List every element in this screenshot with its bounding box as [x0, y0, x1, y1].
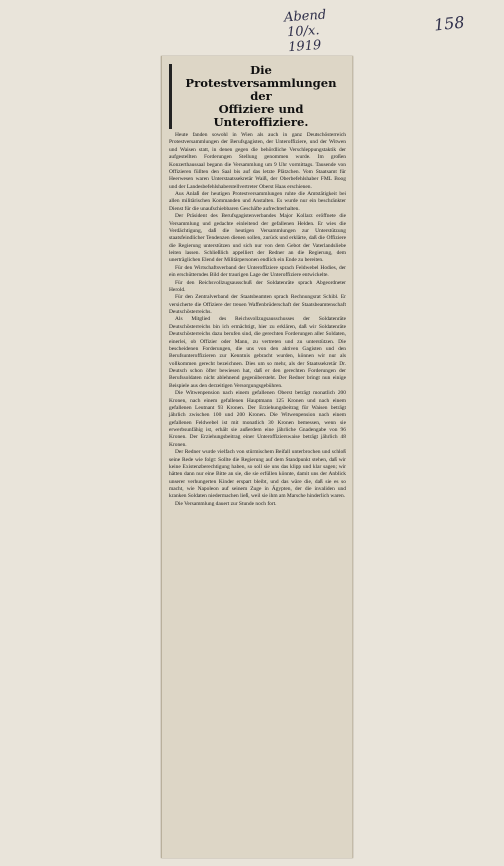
article-paragraph: Als Mitglied des Reichsvollzugsausschusses der Soldatenräte Deutschösterreichs bin ich ermächtigt, hier zu erklären, daß wir Soldatenräte Deutschösterreichs dazu berufen sind, die gerechten Forderungen aller Soldaten, einerlei, ob Offizier oder Mann, zu vertreten und zu unterstützen. Die bescheidenen Forderungen, die uns von den aktiven Gagisten und den Berufsunteroffizieren zur Kenntnis gebracht wurden, können wir nur als vollkommen gerecht bezeichnen. Dies um so mehr, als der Staatssekretär Dr. Deutsch schon öfter bewiesen hat, daß er den gerechten Forderungen der Berufssoldaten nicht ablehnend gegenübersteht. Der Redner bringt nun einige Beispiele aus den derzeitigen Versorgungsgebühren.: [169, 316, 346, 389]
handwritten-source-note: [283, 6, 357, 56]
article-paragraph: Für den Zentralverband der Staatsbeamten sprach Rechnungsrat Schibl. Er versicherte die Offiziere der treuen Waffenbrüderschaft der Staatsbeamtenschaft Deutschösterreichs.: [169, 294, 346, 315]
article-paragraph: Der Präsident des Berufsgagistenverbandes Major Kollarz eröffnete die Versammlung und gedachte einleitend der gefallenen Helden. Er wies die Verdächtigung, daß die heutigen Versammlungen zur Unterstützung staatsfeindlicher Tendenzen dienen sollen, zurück und erklärte, daß die Offiziere die Regierung unterstützen und sich nur von dem Gebot der Vaterlandsliebe leiten lassen. Schließlich appelliert der Redner an die Regierung, dem unerträglichen Elend der Militärpersonen endlich ein Ende zu bereiten.: [169, 213, 346, 264]
newspaper-clipping: [161, 56, 353, 858]
article-paragraph: Die Versammlung dauert zur Stunde noch fort.: [175, 500, 277, 507]
article-paragraph: Für den Reichsvollzugsausschuß der Soldatenräte sprach Abgeordneter Herold.: [169, 279, 346, 293]
handwritten-page-number: 158: [433, 12, 466, 35]
article-paragraph: Aus Anlaß der heutigen Protestversammlungen ruhte die Amtstätigkeit bei allen militärischen Kommanden und Anstalten. Es wurde nur ein beschränkter Dienst für die unaufschiebbaren Geschäfte aufrechterhalten.: [169, 191, 346, 212]
article-body: [169, 132, 346, 508]
handwritten-source: Abend: [283, 7, 327, 26]
article-paragraph: Der Redner wurde vielfach von stürmischem Beifall unterbrochen und schloß seine Rede wie folgt: Sollte die Regierung auf dem Standpunkt stehen, daß wir keine Existenzberechtigung haben, so soll sie uns das klipp und klar sagen; wir hätten dann nur eine Bitte an sie, die sie erfüllen könnte, damit uns der Anblick unserer verhungerten Kinder erspart bleibt, und das wäre die, daß sie es so macht, wie Napoleon auf seinem Zuge in Ägypten, der die invaliden und kranken Soldaten niedermachen ließ, weil sie ihm am Marsche hinderlich waren.: [169, 449, 346, 500]
headline-line-1: Die Protestversammlungen der: [185, 63, 337, 103]
handwritten-date: 10/x. 1919: [286, 23, 322, 56]
article-paragraph: Heute fanden sowohl in Wien als auch in ganz Deutschösterreich Protestversammlungen der Berufsgagisten, der Unteroffiziere, und der Witwen und Waisen statt, in denen gegen die behördliche Verschleppungstaktik der aufgestellten Forderungen Stellung genommen wurde. Im großen Konzerthaussaal begann die Versammlung um 9 Uhr vormittags. Tausende von Offizieren füllten den Saal bis auf das letzte Plätzchen. Vom Staatsamt für Heerwesen waren Unterstaatssekretär Waiß, der Oberbefehlshaber FML Boog und der Landesbefehlshaberstellvertreter Oberst Haas erschienen.: [169, 132, 346, 190]
article-paragraph: Die Witwenpension nach einem gefallenen Oberst beträgt monatlich 200 Kronen, nach einem gefallenen Hauptmann 125 Kronen und nach einem gefallenen Leutnant 93 Kronen. Der Erziehungsbeitrag für Waisen beträgt jährlich zwischen 100 und 200 Kronen. Die Witwenpension nach einem gefallenen Feldwebel ist mit monatlich 30 Kronen bemessen, wenn sie erwerbsunfähig ist, erhält sie außerdem eine jährliche Gnadengabe von 96 Kronen. Der Erziehungsbeitrag einer Unteroffizierswaise beträgt jährlich 48 Kronen.: [169, 390, 346, 448]
article-paragraph: Für den Wirtschaftsverband der Unteroffiziere sprach Feldwebel Hodies, der ein erschütterndes Bild der traurigen Lage der Unteroffiziere entwickelte.: [169, 264, 346, 279]
headline-line-2: Offiziere und Unteroffiziere.: [213, 102, 309, 129]
article-headline: [169, 64, 346, 129]
